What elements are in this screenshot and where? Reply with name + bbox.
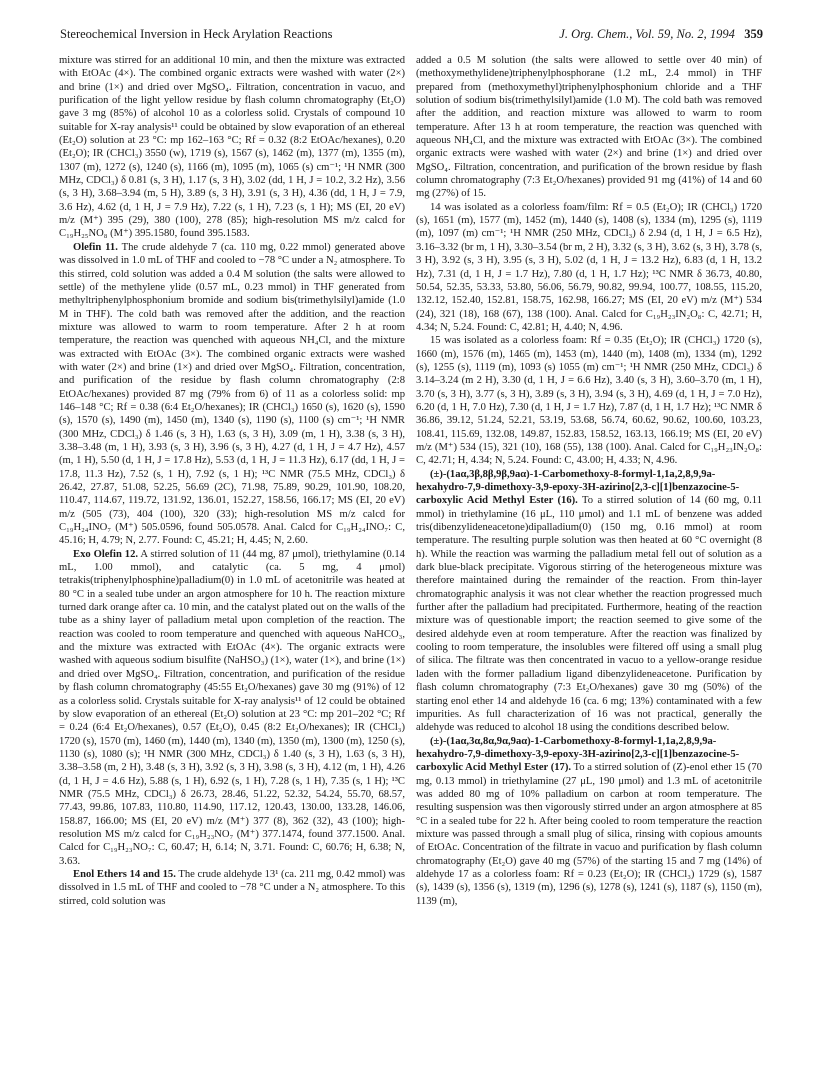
page-number: 359	[744, 27, 763, 41]
section-lead: Exo Olefin 12.	[73, 548, 139, 560]
page-header	[60, 27, 763, 47]
paragraph: Enol Ethers 14 and 15. The crude aldehyde 13¹ (ca. 211 mg, 0.42 mmol) was dissolved in 1.5 mL of THF and cooled to −78 °C under a N₂ atmosphere. To this stirred, cold solution was	[59, 868, 405, 907]
left-column	[59, 54, 405, 908]
right-column	[416, 54, 762, 908]
paragraph: Olefin 11. The crude aldehyde 7 (ca. 110 mg, 0.22 mmol) generated above was dissolved in 1.0 mL of THF and cooled to −78 °C under a N₂ atmosphere. To this stirred, cold solution was added a 0.4 M solution (the salts were allowed to settle) of the methylene ylide (0.57 mL, 0.23 mmol) in THF generated from methyltriphenylphosphonium bromide and sodium bis(trimethylsilyl)amide (1.0 M in THF). The cold bath was removed after the addition, and the reaction mixture was allowed to warm to room temperature. After 2 h at room temperature, the reaction was quenched with aqueous NH₄Cl, and the mixture was extracted with EtOAc (3×). The combined organic extracts were washed with water (2×) and brine (1×) and dried over MgSO₄. Filtration, concentration, and purification of the residue by flash column chromatography (2:8 EtOAc/hexanes) provided 87 mg (79% from 6) of 11 as a colorless solid: mp 146–148 °C; Rf = 0.38 (6:4 Et₂O/hexanes); IR (CHCl₃) 1650 (s), 1620 (s), 1590 (s), 1570 (s), 1490 (m), 1450 (m), 1340 (s), 1190 (s), 1100 (s) cm⁻¹; ¹H NMR (300 MHz, CDCl₃) δ 1.46 (s, 3 H), 1.63 (s, 3 H), 3.09 (m, 1 H), 3.38 (s, 3 H), 3.38–3.48 (m, 1 H), 3.93 (s, 3 H), 3.96 (s, 3 H), 4.27 (d, 1 H, J = 4.7 Hz), 4.57 (m, 1 H), 5.50 (d, 1 H, J = 17.8 Hz), 5.53 (d, 1 H, J = 11.3 Hz), 6.17 (dd, 1 H, J = 17.8, 11.3 Hz), 7.52 (s, 1 H), 7.92 (s, 1 H); ¹³C NMR (75.5 MHz, CDCl₃) δ 26.42, 27.87, 51.08, 52.25, 56.69 (2C), 71.98, 75.89, 90.29, 101.90, 108.20, 110.47, 114.67, 119.72, 131.92, 136.01, 152.27, 158.56, 166.17; MS (EI, 20 eV) m/z (505 (73), 404 (100), 320 (33); high-resolution MS m/z calcd for C₁₉H₂₄INO₇ (M⁺) 505.0596, found 505.0578. Anal. Calcd for C₁₉H₂₄INO₇: C, 45.16; H, 4.79; N, 2.77. Found: C, 45.21; H, 4.45; N, 2.60.	[59, 241, 405, 547]
section-lead: Enol Ethers 14 and 15.	[73, 868, 176, 880]
journal-name: J. Org. Chem., Vol. 59, No. 2, 1994	[559, 27, 735, 41]
section-lead: (±)-(1aα,3α,8α,9α,9aα)-1-Carbomethoxy-8-formyl-1,1a,2,8,9,9a-hexahydro-7,9-dimethoxy-3,9-epoxy-3H-azirino[2,3-c][1]benzazocine-5-carboxylic Acid Methyl Ester (17).	[416, 735, 740, 774]
section-lead: Olefin 11.	[73, 241, 118, 253]
paragraph: added a 0.5 M solution (the salts were allowed to settle over 40 min) of (methoxymethylidene)triphenylphosphorane (1.2 mL, 2.4 mmol) in THF prepared from (methoxymethyl)triphenylphosphonium chloride and a THF solution of sodium bis(trimethylsilyl)amide (1.0 M). The cold bath was removed after the addition, and reaction mixture was allowed to warm to room temperature. After 13 h at room temperature, the reaction was quenched with aqueous NH₄Cl, and the mixture was extracted with EtOAc (3×). The combined organic extracts were washed with water (2×) and brine (1×) and dried over MgSO₄. Filtration, concentration, and purification of the brown residue by flash column chromatography (7:3 Et₂O/hexanes) provided 91 mg (41%) of 14 and 60 mg (27%) of 15.	[416, 55, 762, 200]
paragraph: 14 was isolated as a colorless foam/film: Rf = 0.5 (Et₂O); IR (CHCl₃) 1720 (s), 1651 (m), 1577 (m), 1452 (m), 1440 (s), 1408 (s), 1334 (m), 1295 (s), 1119 (m), 1097 (m) cm⁻¹; ¹H NMR (250 MHz, CDCl₃) δ 2.94 (d, 1 H, J = 6.5 Hz), 3.16–3.32 (br m, 1 H), 3.30–3.54 (br m, 2 H), 3.32 (s, 3 H), 3.62 (s, 3 H), 3.78 (s, 3 H), 3.92 (s, 3 H), 3.95 (s, 3 H), 5.02 (d, 1 H, J = 13.2 Hz), 6.83 (d, 1 H, 13.2 Hz), 7.31 (d, 1 H, J = 1.7 Hz), 7.80 (d, 1 H, 1.7 Hz); ¹³C NMR δ 36.73, 40.80, 50.54, 52.35, 53.33, 53.80, 56.06, 56.79, 90.82, 99.94, 100.77, 108.55, 115.20, 132.12, 152.40, 152.81, 158.75, 162.98, 166.27; MS (EI, 20 eV) m/z (M⁺) 534 (24), 321 (18), 168 (67), 138 (100). Anal. Calcd for C₁₉H₂₃IN₂O₈: C, 42.71; H, 4.34; N, 5.24. Found: C, 42.81; H, 4.40; N, 4.96.	[416, 201, 762, 333]
running-title: Stereochemical Inversion in Heck Arylation Reactions	[60, 27, 333, 41]
journal-citation	[559, 27, 763, 42]
paragraph: mixture was stirred for an additional 10 min, and then the mixture was extracted with EtOAc (4×). The combined organic extracts were washed with water (2×) and brine (1×) and dried over MgSO₄. Filtration, concentration in vacuo, and purification of the light yellow residue by flash column chromatography (Et₂O) gave 3 mg (85%) of alcohol 10 as a colorless solid. Crystals of compound 10 suitable for X-ray analysis¹¹ could be obtained by slow evaporation of an ethereal (Et₂O) solution at 23 °C: mp 162–163 °C; Rf = 0.32 (8:2 EtOAc/hexanes), 0.20 (Et₂O); IR (CHCl₃) 3550 (w), 1719 (s), 1567 (s), 1462 (m), 1377 (m), 1355 (m), 1307 (m), 1272 (s), 1240 (s), 1166 (m), 1095 (m), 1065 (s) cm⁻¹; ¹H NMR (300 MHz, CDCl₃) δ 0.81 (s, 3 H), 1.17 (s, 3 H), 3.02 (dd, 1 H, J = 10.2, 3.2 Hz), 3.56 (s, 3 H), 3.68–3.94 (m, 5 H), 3.89 (s, 3 H), 3.91 (s, 3 H), 4.36 (dd, 1 H, J = 7.9, 3.6 Hz), 4.62 (d, 1 H, J = 7.9 Hz), 7.22 (s, 1 H), 7.23 (s, 1 H); MS (EI, 20 eV) m/z (M⁺) 395 (29), 380 (100), 278 (85); high-resolution MS m/z calcd for C₁₉H₂₅NO₈ (M⁺) 395.1580, found 395.1583.	[59, 55, 405, 240]
paragraph: 15 was isolated as a colorless foam: Rf = 0.35 (Et₂O); IR (CHCl₃) 1720 (s), 1660 (m), 1576 (m), 1465 (m), 1453 (m), 1440 (m), 1408 (m), 1334 (m), 1292 (s), 1255 (s), 1119 (m), 1093 (s) 1055 (m) cm⁻¹; ¹H NMR (250 MHz, CDCl₃) δ 3.14–3.24 (m 2 H), 3.30 (d, 1 H, J = 6.6 Hz), 3.40 (s, 3 H), 3.60–3.70 (m, 1 H), 3.70 (s, 3 H), 3.77 (s, 3 H), 3.89 (s, 3 H), 3.94 (s, 3 H), 4.69 (d, 1 H, J = 7.0 Hz), 6.20 (d, 1 H, 7.0 Hz), 7.30 (d, 1 H, J = 1.7 Hz), 7.87 (d, 1 H, 1.7 Hz); ¹³C NMR δ 36.86, 39.12, 51.24, 52.21, 53.19, 53.68, 56.74, 60.62, 90.62, 100.60, 103.23, 108.41, 115.69, 132.08, 149.87, 152.83, 158.52, 163.13, 166.19; MS (EI, 20 eV) m/z (M⁺) 534 (15), 321 (10), 168 (55), 138 (100). Anal. Calcd for C₁₉H₂₃IN₂O₈: C, 42.71; H, 4.34; N, 5.24. Found: C, 43.00; H, 4.33; N, 4.96.	[416, 335, 762, 467]
paragraph: (±)-(1aα,3α,8α,9α,9aα)-1-Carbomethoxy-8-formyl-1,1a,2,8,9,9a-hexahydro-7,9-dimethoxy-3,9-epoxy-3H-azirino[2,3-c][1]benzazocine-5-carboxylic Acid Methyl Ester (17). To a stirred solution of (Z)-enol ether 15 (70 mg, 0.13 mmol) in triethylamine (27 μL, 190 μmol) and 1.3 mL of acetonitrile was added 80 mg of 10% palladium on carbon at room temperature. The resulting suspension was then vigorously stirred under an argon atmosphere at 85 °C in a sealed tube for 22 h. After being cooled to room temperature the reaction mixture was passed through a small plug of silica, rinsing with copious amounts of EtOAc. Concentration of the filtrate in vacuo and purification by flash column chromatography (Et₂O) gave 40 mg (57%) of the starting 15 and 7 mg (14%) of aldehyde 17 as a colorless foam: Rf = 0.23 (Et₂O); IR (CHCl₃) 1729 (s), 1587 (s), 1439 (s), 1356 (s), 1319 (m), 1296 (s), 1278 (s), 1241 (s), 1187 (s), 1150 (m), 1139 (m),	[416, 735, 762, 907]
section-lead: (±)-(1aα,3β,8β,9β,9aα)-1-Carbomethoxy-8-formyl-1,1a,2,8,9,9a-hexahydro-7,9-dimethoxy-3,9-epoxy-3H-azirino[2,3-c][1]benzazocine-5-carboxylic Acid Methyl Ester (16).	[416, 468, 740, 507]
paragraph: Exo Olefin 12. A stirred solution of 11 (44 mg, 87 μmol), triethylamine (0.14 mL, 1.00 mmol), and catalytic (ca. 5 mg, 4 μmol) tetrakis(triphenylphosphine)palladium(0) in 1.0 mL of acetonitrile was heated at 80 °C in a sealed tube under an argon atmosphere for 10 h. The reaction mixture turned dark orange after ca. 10 min, and the catalyst plated out on the walls of the tube as a shiny layer of palladium metal upon completion of the reaction. The reaction was cooled to room temperature and quenched with aqueous NaHCO₃, and the mixture was extracted with EtOAc (4×). The organic extracts were washed with aqueous sodium bisulfite (NaHSO₃) (1×), water (1×), and brine (1×) and dried over MgSO₄. Filtration, concentration, and purification of the residue by flash column chromatography (45:55 Et₂O/hexanes) gave 30 mg (91%) of 12 as a colorless solid. Crystals suitable for X-ray analysis¹¹ of 12 could be obtained by slow evaporation of an ethereal (Et₂O) solution at 23 °C: mp 201–202 °C; Rf = 0.24 (6:4 Et₂O/hexanes), 0.57 (Et₂O), 0.45 (8:2 Et₂O/hexanes); IR (CHCl₃) 1720 (s), 1570 (m), 1460 (m), 1440 (m), 1340 (m), 1350 (m), 1300 (m), 1250 (s), 1130 (s), 1080 (s); ¹H NMR (300 MHz, CDCl₃) δ 1.40 (s, 3 H), 1.63 (s, 3 H), 3.38–3.58 (m, 2 H), 3.48 (s, 3 H), 3.92 (s, 3 H), 3.98 (s, 3 H), 4.12 (m, 1 H), 4.26 (d, 1 H, J = 4.6 Hz), 5.88 (s, 1 H), 6.92 (s, 1 H), 7.28 (s, 1 H), 7.35 (s, 1 H); ¹³C NMR (75.5 MHz, CDCl₃) δ 26.73, 28.46, 51.22, 52.32, 54.24, 55.70, 68.57, 77.43, 99.86, 107.83, 110.80, 114.90, 117.12, 120.43, 130.00, 133.28, 146.06, 158.87, 166.00; MS (EI, 20 eV) m/z (M⁺) 377 (8), 362 (32), 43 (100); high-resolution MS m/z calcd for C₁₉H₂₃NO₇ (M⁺) 377.1474, found 377.1500. Anal. Calcd for C₁₉H₂₃NO₇: C, 60.47; H, 6.14; N, 3.71. Found: C, 60.76; H, 6.38; N, 3.63.	[59, 548, 405, 867]
paragraph: (±)-(1aα,3β,8β,9β,9aα)-1-Carbomethoxy-8-formyl-1,1a,2,8,9,9a-hexahydro-7,9-dimethoxy-3,9-epoxy-3H-azirino[2,3-c][1]benzazocine-5-carboxylic Acid Methyl Ester (16). To a stirred solution of 14 (60 mg, 0.11 mmol) in triethylamine (16 μL, 110 μmol) and 1.1 mL of benzene was added tris(dibenzylideneacetone)dipalladium(0) (150 mg, 0.16 mmol) at room temperature. The resulting purple solution was then heated at 60 °C overnight (8 h). While the reaction was warming the palladium metal fell out of solution as a dark blue-black precipitate. Vigorous stirring of the heterogeneous mixture was therefore maintained during the remainder of the reaction. From thin-layer chromatographic analysis it was not clear whether the reaction progressed much further after the palladium had precipitated. Furthermore, heating of the reaction mixture was of questionable import; the reaction seemed to give some of the desired aldehyde even at room temperature. After the reaction was finalized by cooling to room temperature, the insolubles were filtered off using a small plug of silica. The filtrate was then concentrated in vacuo to a yellow-orange residue laden with the former palladium ligand dibenzylideneacetone. Purification by flash column chromatography (7:3 Et₂O/hexanes) gave 30 mg (50%) of the starting enol ether 14 and aldehyde 16 (ca. 6 mg; 13%) contaminated with a few impurities. As full characterization of 16 was not practical, generally the aldehyde was reduced to alcohol 18 using the conditions described below.	[416, 468, 762, 734]
